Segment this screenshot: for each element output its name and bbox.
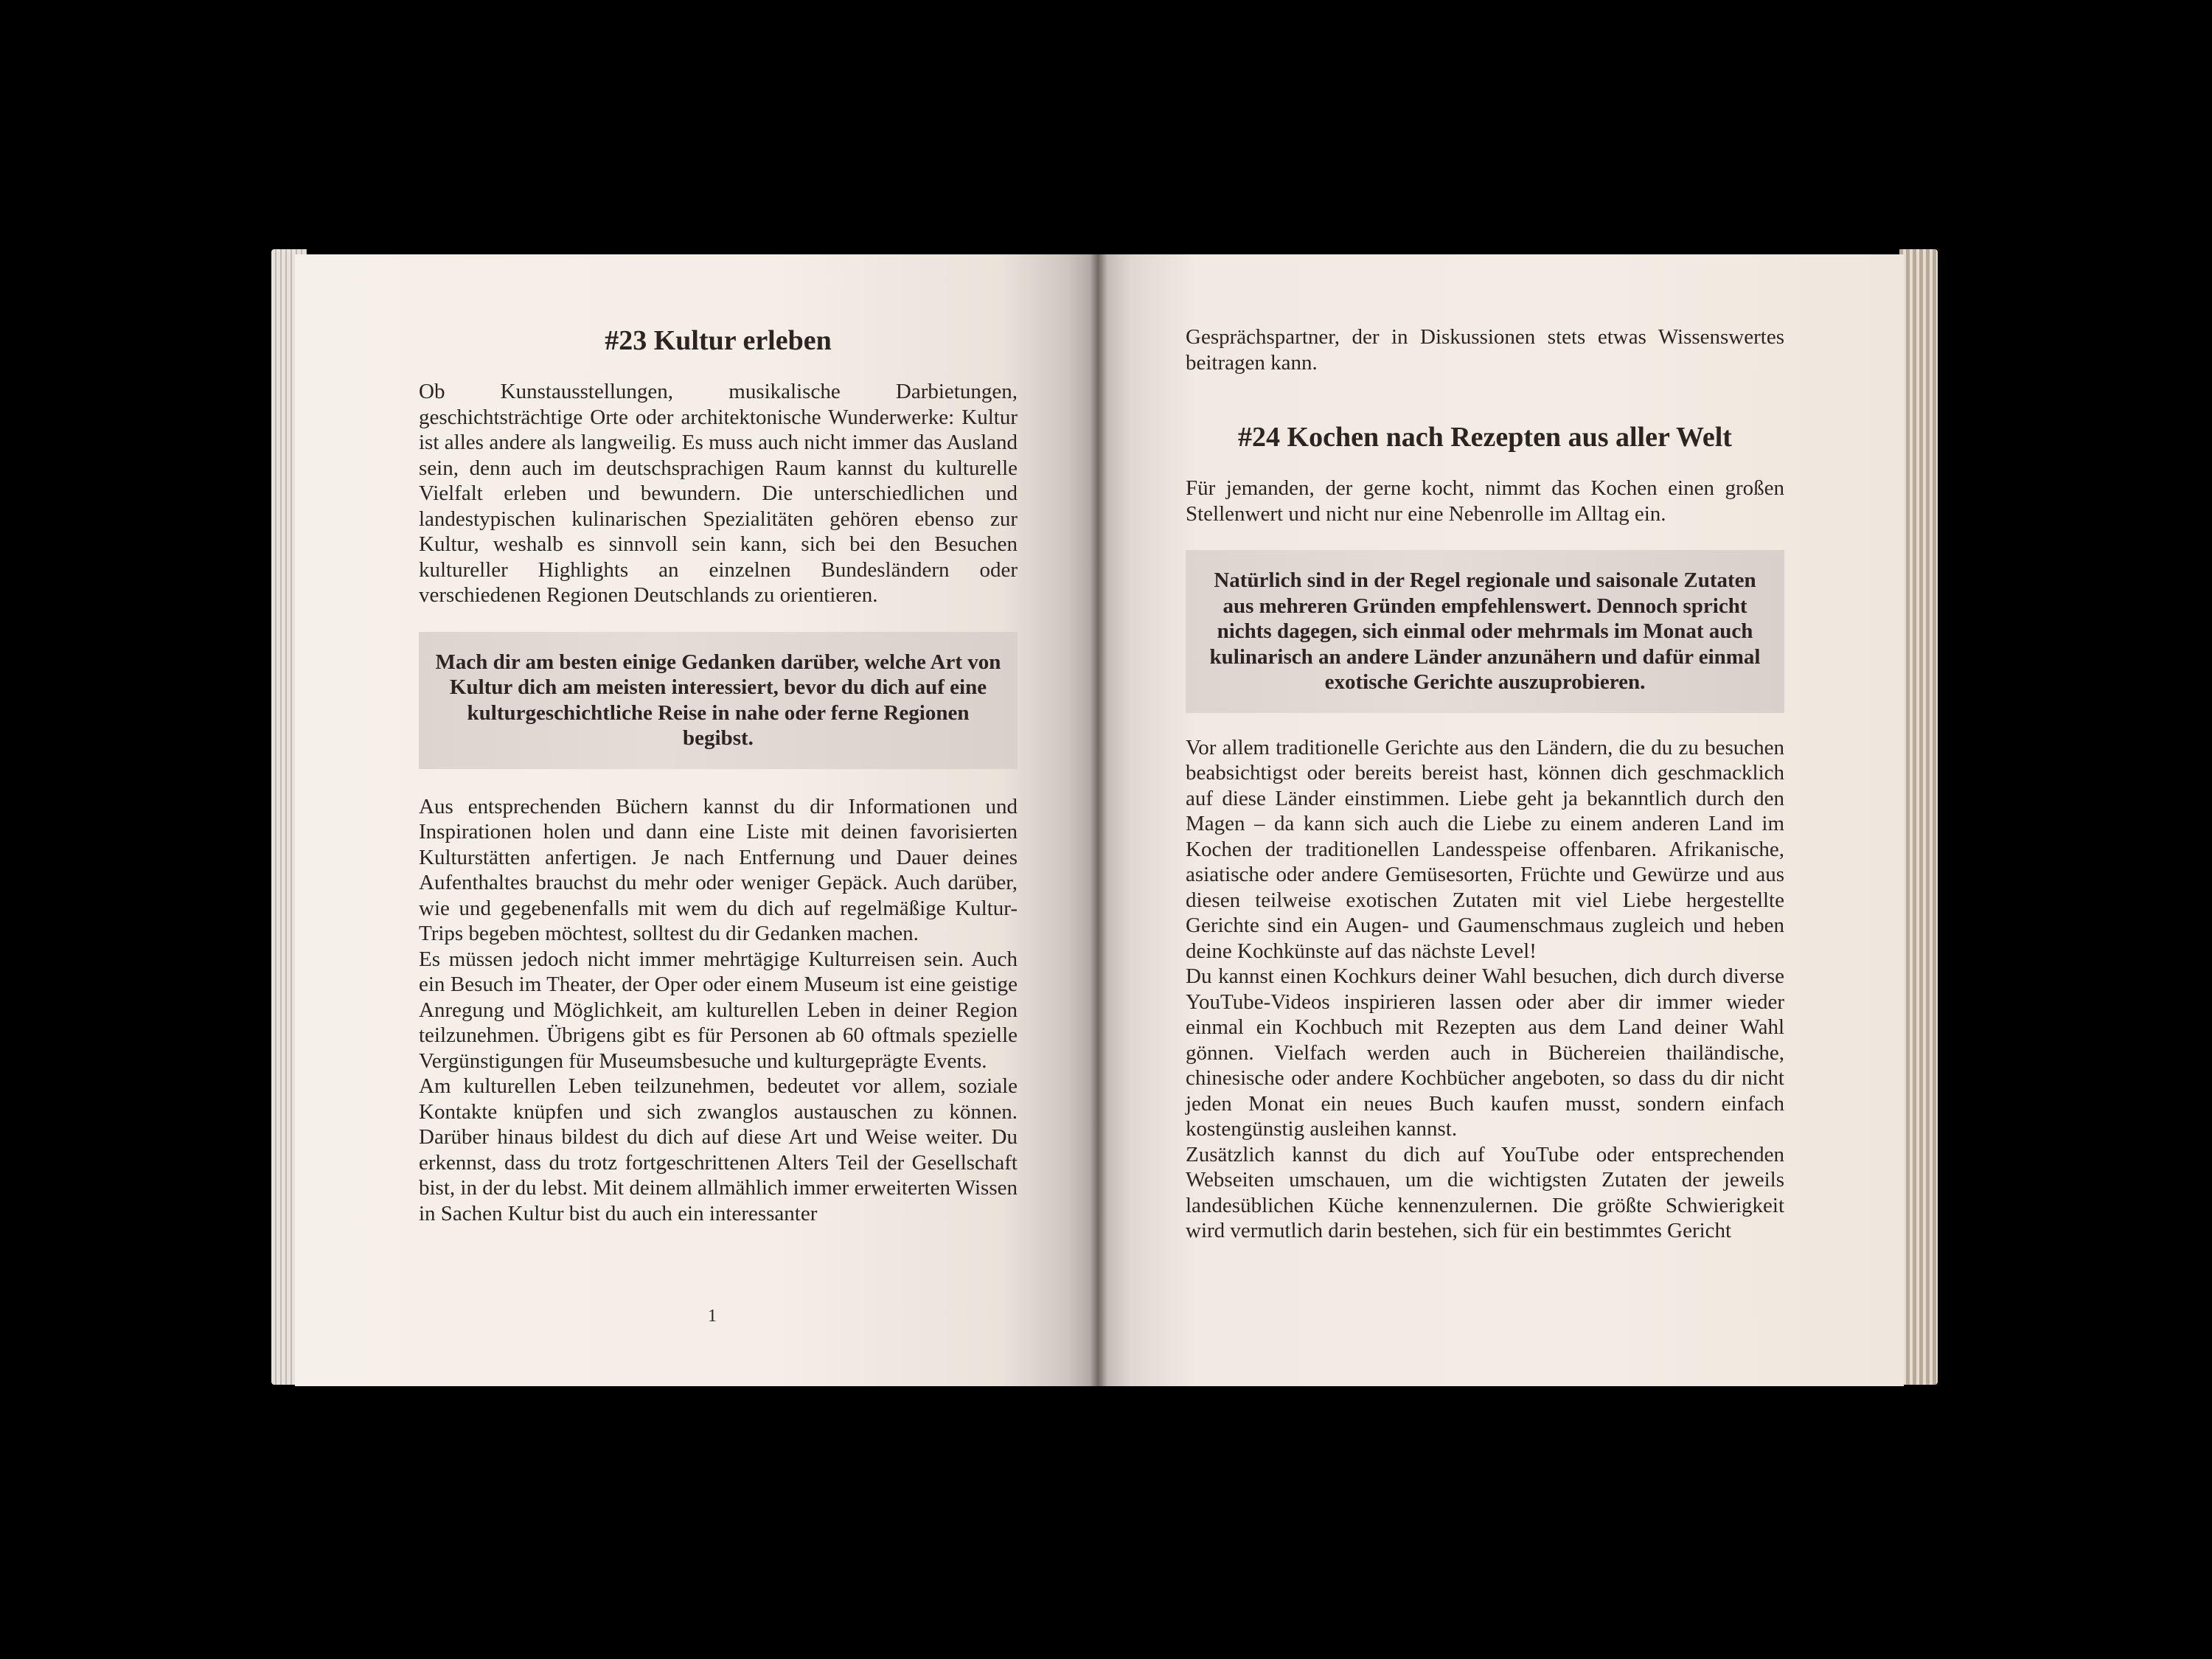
intro-paragraph: Für jemanden, der gerne kocht, nimmt das Kochen einen großen Stellenwert und nicht nur eine Nebenrolle im Alltag ein.	[1186, 476, 1784, 526]
body-paragraph: Am kulturellen Leben teilzunehmen, bedeutet vor allem, soziale Kontakte knüpfen und sich zwanglos austauschen zu können. Darüber hinaus bildest du dich auf diese Art und Weise weiter. Du erkennst, dass du trotz fortgeschrittenen Alters Teil der Gesellschaft bist, in der du lebst. Mit deinem allmählich immer erweiterten Wissen in Sachen Kultur bist du auch ein interessanter	[419, 1074, 1018, 1225]
section-heading: #23 Kultur erleben	[605, 325, 832, 356]
body-paragraph: Es müssen jedoch nicht immer mehrtägige Kulturreisen sein. Auch ein Besuch im Theater, der Oper oder einem Museum ist eine geistige Anregung und Möglichkeit, am kulturellen Leben in deiner Region teilzunehmen. Übrigens gibt es für Personen ab 60 oftmals spezielle Vergünstigungen für Museumsbesuche und kulturgeprägte Events.	[419, 947, 1018, 1073]
body-paragraph: Du kannst einen Kochkurs deiner Wahl besuchen, dich durch diverse YouTube-Videos inspirieren lassen oder aber dir immer wieder einmal ein Kochbuch mit Rezepten aus dem Land deiner Wahl gönnen. Vielfach werden auch in Büchereien thailändische, chinesische oder andere Kochbücher angeboten, so dass du dir nicht jeden Monat ein neues Buch kaufen musst, sondern einfach kostengünstig ausleihen kannst.	[1186, 964, 1784, 1141]
section-heading: #24 Kochen nach Rezepten aus aller Welt	[1238, 422, 1732, 453]
callout-box: Mach dir am besten einige Gedanken darüber, welche Art von Kultur dich am meisten interessiert, bevor du dich auf eine kulturgeschichtliche Reise in nahe oder ferne Regionen begibst.	[419, 632, 1018, 769]
right-page-edges	[1899, 249, 1938, 1385]
left-page-content	[419, 324, 1018, 1226]
right-page-content	[1186, 324, 1784, 1244]
callout-box: Natürlich sind in der Regel regionale und saisonale Zutaten aus mehreren Gründen empfehlenswert. Dennoch spricht nichts dagegen, sich einmal oder mehrmals im Monat auch kulinarisch an andere Länder anzunähern und dafür einmal exotische Gerichte auszuprobieren.	[1186, 550, 1784, 713]
continuation-paragraph: Gesprächspartner, der in Diskussionen stets etwas Wissenswertes beitragen kann.	[1186, 325, 1784, 375]
intro-paragraph: Ob Kunstausstellungen, musikalische Darbietungen, geschichtsträchtige Orte oder architektonische Wunderwerke: Kultur ist alles andere als langweilig. Es muss auch nicht immer das Ausland sein, denn auch im deutschsprachigen Raum kannst du kulturelle Vielfalt erleben und bewundern. Die unterschiedlichen und landestypischen kulinarischen Spezialitäten gehören ebenso zur Kultur, weshalb es sinnvoll sein kann, sich bei den Besuchen kultureller Highlights an einzelnen Bundesländern oder verschiedenen Regionen Deutschlands zu orientieren.	[419, 380, 1018, 607]
left-page	[295, 254, 1099, 1386]
right-page	[1099, 254, 1904, 1386]
body-paragraph: Vor allem traditionelle Gerichte aus den Ländern, die du zu besuchen beabsichtigst oder bereits bereist hast, können dich geschmacklich auf diese Länder einstimmen. Liebe geht ja bekanntlich durch den Magen – da kann sich auch die Liebe zu einem anderen Land im Kochen der traditionellen Landesspeise offenbaren. Afrikanische, asiatische oder andere Gemüsesorten, Früchte und Gewürze und aus diesen teilweise exotischen Zutaten mit viel Liebe hergestellte Gerichte sind ein Augen- und Gaumenschmaus zugleich und heben deine Kochkünste auf das nächste Level!	[1186, 735, 1784, 963]
book-spine-gutter	[1090, 254, 1107, 1386]
body-paragraph: Aus entsprechenden Büchern kannst du dir Informationen und Inspirationen holen und dann eine Liste mit deinen favorisierten Kulturstätten anfertigen. Je nach Entfernung und Dauer deines Aufenthaltes brauchst du mehr oder weniger Gepäck. Auch darüber, wie und gegebenenfalls mit wem du dich auf regelmäßige Kultur-Trips begeben möchtest, solltest du dir Gedanken machen.	[419, 794, 1018, 945]
body-paragraph: Zusätzlich kannst du dich auf YouTube oder entsprechenden Webseiten umschauen, um die wichtigsten Zutaten der jeweils landesüblichen Küche kennenzulernen. Die größte Schwierigkeit wird vermutlich darin bestehen, sich für ein bestimmtes Gericht	[1186, 1142, 1784, 1242]
page-number: 1	[708, 1307, 717, 1326]
